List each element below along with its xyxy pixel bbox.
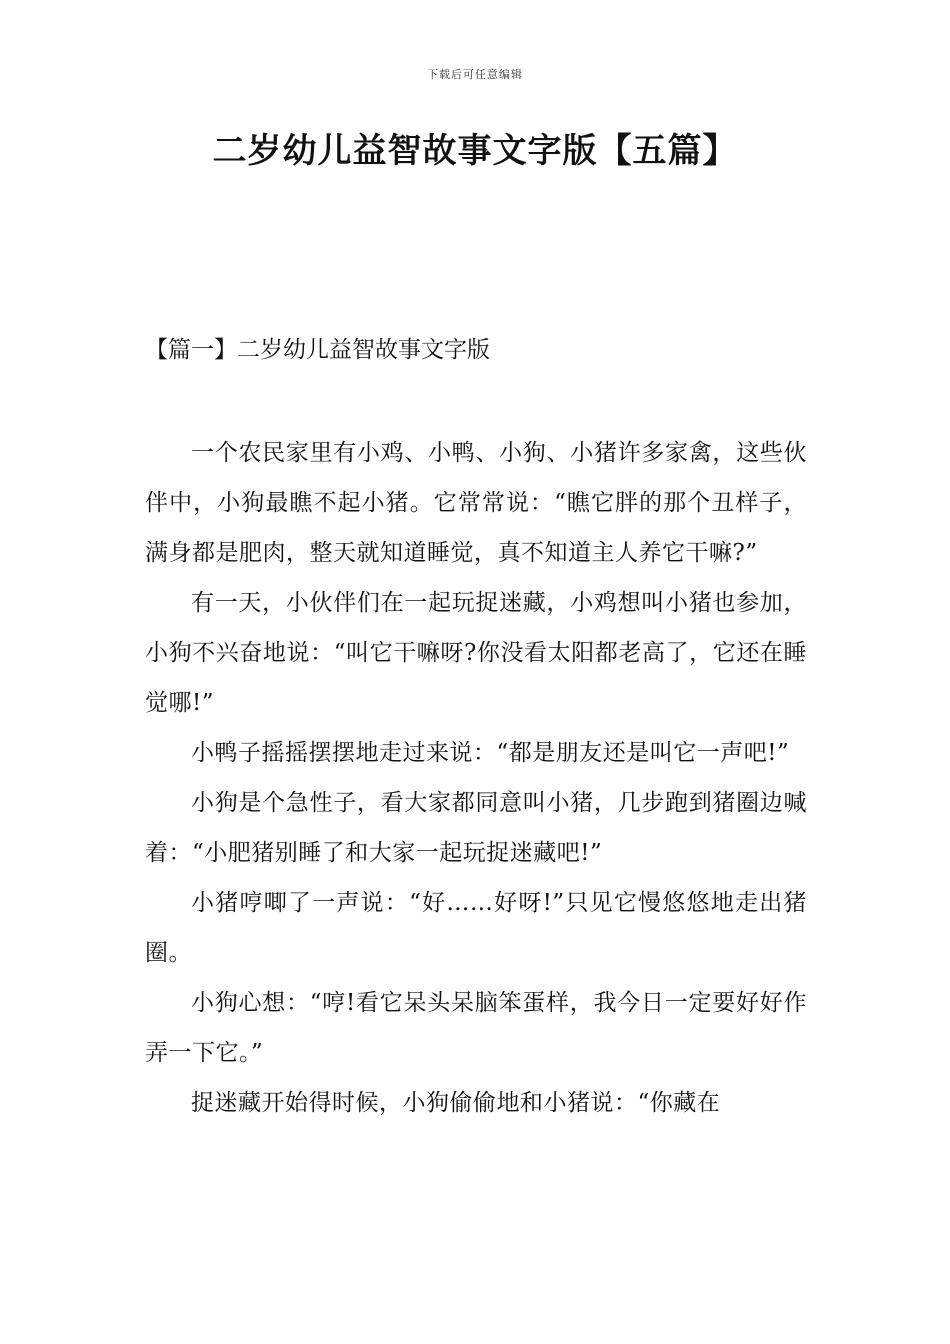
paragraph-2: 有一天，小伙伴们在一起玩捉迷藏，小鸡想叫小猪也参加，小狗不兴奋地说：“叫它干嘛呀?你没看太阳都老高了，它还在睡觉哪!” xyxy=(145,590,807,716)
paragraph-4: 小狗是个急性子，看大家都同意叫小猪，几步跑到猪圈边喊着：“小肥猪别睡了和大家一起玩捉迷藏吧!” xyxy=(145,790,807,866)
document-title: 二岁幼儿益智故事文字版【五篇】 xyxy=(212,131,738,171)
paragraph-3: 小鸭子摇摇摆摆地走过来说：“都是朋友还是叫它一声吧!” xyxy=(191,740,790,766)
paragraph-1: 一个农民家里有小鸡、小鸭、小狗、小猪许多家禽，这些伙伴中，小狗最瞧不起小猪。它常常说：“瞧它胖的那个丑样子，满身都是肥肉，整天就知道睡觉，真不知道主人养它干嘛?” xyxy=(145,440,807,566)
paragraph-7: 捉迷藏开始得时候，小狗偷偷地和小猪说：“你藏在 xyxy=(191,1090,721,1116)
paragraph-5: 小猪哼唧了一声说：“好……好呀!”只见它慢悠悠地走出猪圈。 xyxy=(145,890,807,966)
story-body xyxy=(145,428,807,1128)
header-note: 下载后可任意编辑 xyxy=(427,68,523,81)
section-heading: 【篇一】二岁幼儿益智故事文字版 xyxy=(145,337,490,363)
paragraph-6: 小狗心想：“哼!看它呆头呆脑笨蛋样，我今日一定要好好作弄一下它。” xyxy=(145,990,807,1066)
